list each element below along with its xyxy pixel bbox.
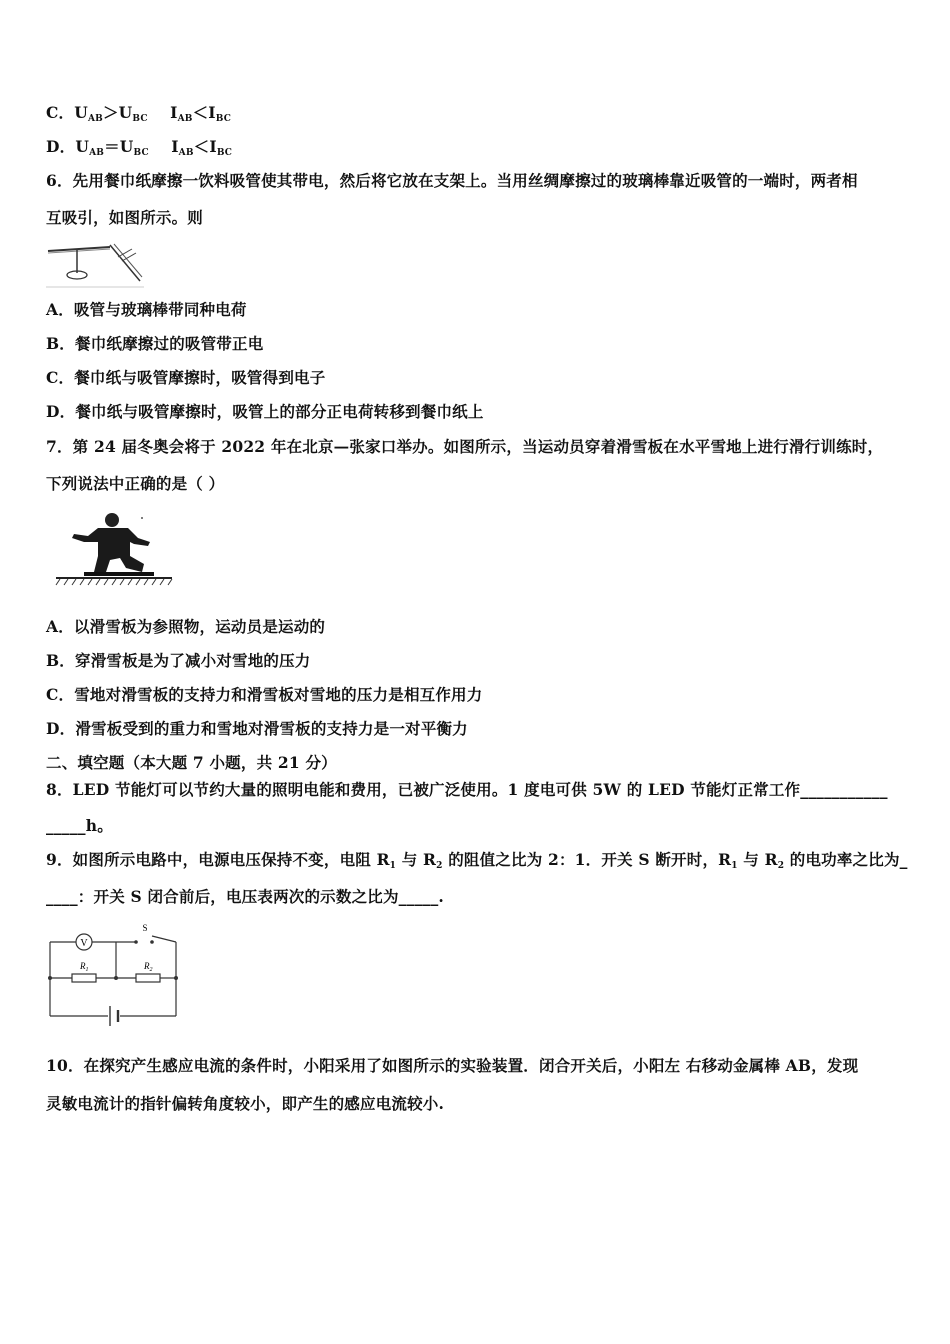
q6-stem-line2: 互吸引，如图所示。则 (46, 208, 204, 227)
switch-label: S (142, 923, 148, 933)
q6-option-a: A．吸管与玻璃棒带同种电荷 (46, 300, 247, 319)
q7-option-c: C．雪地对滑雪板的支持力和滑雪板对雪地的压力是相互作用力 (46, 685, 483, 704)
q10-line2: 灵敏电流计的指针偏转角度较小，即产生的感应电流较小. (46, 1094, 445, 1113)
straw-glass-rod-figure (46, 237, 144, 289)
q6-option-b: B．餐巾纸摩擦过的吸管带正电 (46, 334, 264, 353)
snowboarder-figure (54, 508, 174, 588)
q5-option-c: C．$U_{AB}>U_{BC}$ $I_{AB}<I_{BC}$ (46, 103, 232, 124)
q6-option-d: D．餐巾纸与吸管摩擦时，吸管上的部分正电荷转移到餐巾纸上 (46, 402, 484, 421)
section-2-heading: 二、填空题（本大题 7 小题，共 21 分） (46, 753, 337, 772)
q9-line2: ____：开关 S 闭合前后，电压表两次的示数之比为_____. (46, 887, 445, 906)
q5-option-d: D．$U_{AB}=U_{BC}$ $I_{AB}<I_{BC}$ (46, 137, 233, 158)
voltmeter-label: V (80, 938, 88, 949)
q8-line2: _____h。 (46, 816, 113, 835)
q9-line1: 9．如图所示电路中，电源电压保持不变，电阻 $R_1$ 与 $R_2$ 的阻值之比为 2：1．开关 S 断开时，$R_1$ 与 $R_2$ 的电功率之比为_ (46, 850, 908, 871)
q8-line1: 8．LED 节能灯可以节约大量的照明电能和费用，已被广泛使用。1 度电可供 5W 的 LED 节能灯正常工作___________ (46, 780, 888, 799)
q6-option-c: C．餐巾纸与吸管摩擦时，吸管得到电子 (46, 368, 326, 387)
q6-stem-line1: 6．先用餐巾纸摩擦一饮料吸管使其带电，然后将它放在支架上。当用丝绸摩擦过的玻璃棒靠近吸管的一端时，两者相 (46, 171, 858, 190)
r2-label: $R_2$ (144, 961, 153, 973)
q7-stem-line1: 7．第 24 届冬奥会将于 2022 年在北京—张家口举办。如图所示，当运动员穿着滑雪板在水平雪地上进行滑行训练时， (46, 437, 884, 456)
r1-label: $R_1$ (80, 961, 89, 973)
q7-stem-line2: 下列说法中正确的是（ ） (46, 474, 225, 493)
q7-option-b: B．穿滑雪板是为了减小对雪地的压力 (46, 651, 311, 670)
circuit-diagram (44, 920, 184, 1026)
q10-line1: 10．在探究产生感应电流的条件时，小阳采用了如图所示的实验装置．闭合开关后，小阳左 右移动金属棒 AB，发现 (46, 1056, 859, 1075)
q7-option-d: D．滑雪板受到的重力和雪地对滑雪板的支持力是一对平衡力 (46, 719, 468, 738)
q7-option-a: A．以滑雪板为参照物，运动员是运动的 (46, 617, 326, 636)
